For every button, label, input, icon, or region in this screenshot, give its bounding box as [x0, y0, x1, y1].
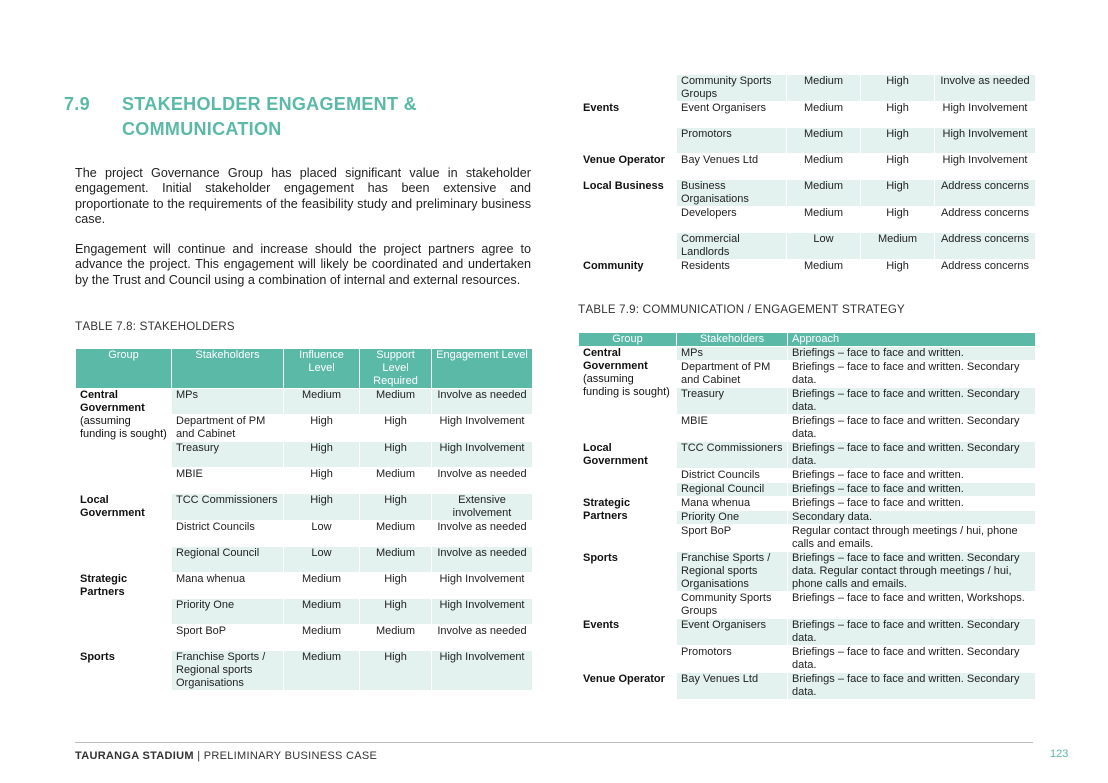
col-header-stakeholders: Stakeholders: [172, 349, 284, 389]
stakeholder-cell: Business Organisations: [677, 180, 787, 207]
support-cell: High: [861, 260, 935, 286]
table-row: [579, 673, 1036, 700]
table-row: [76, 494, 533, 521]
group-name: Central Government: [583, 347, 648, 372]
engagement-strategy-table: [578, 332, 1036, 700]
stakeholder-cell: Department of PM and Cabinet: [677, 361, 788, 388]
engagement-cell: Involve as needed: [432, 625, 533, 651]
col-header-influence: Influence Level: [284, 349, 360, 389]
group-cell: [76, 573, 172, 651]
table-row: [579, 260, 1036, 286]
approach-cell: Briefings – face to face and written.: [788, 347, 1036, 361]
table-row: [579, 102, 1036, 128]
support-cell: Medium: [360, 521, 432, 547]
engagement-cell: High Involvement: [432, 573, 533, 599]
engagement-cell: Extensive involvement: [432, 494, 533, 521]
stakeholder-cell: MBIE: [172, 468, 284, 494]
col-header-approach: Approach: [788, 333, 1036, 347]
approach-cell: Briefings – face to face and written. Secondary data. Regular contact through meetings / hui, phone calls and emails.: [788, 552, 1036, 592]
col-header-engagement: Engagement Level: [432, 349, 533, 389]
engagement-cell: Involve as needed: [432, 468, 533, 494]
stakeholder-cell: Sport BoP: [172, 625, 284, 651]
engagement-cell: High Involvement: [935, 102, 1036, 128]
support-cell: High: [360, 442, 432, 468]
group-cell: [579, 619, 677, 673]
approach-cell: Briefings – face to face and written. Secondary data.: [788, 415, 1036, 442]
influence-cell: High: [284, 468, 360, 494]
footer-divider: [75, 742, 1033, 743]
support-cell: High: [360, 415, 432, 442]
influence-cell: High: [284, 442, 360, 468]
table-row: [579, 552, 1036, 592]
group-name: Central Government: [80, 389, 145, 414]
support-cell: High: [861, 154, 935, 180]
stakeholder-cell: District Councils: [172, 521, 284, 547]
stakeholder-cell: TCC Commissioners: [677, 442, 788, 469]
influence-cell: Low: [284, 547, 360, 573]
approach-cell: Briefings – face to face and written. Secondary data.: [788, 646, 1036, 673]
stakeholder-cell: Event Organisers: [677, 619, 788, 646]
group-name: Local Government: [583, 442, 648, 467]
stakeholder-cell: MPs: [172, 389, 284, 415]
engagement-cell: Involve as needed: [432, 389, 533, 415]
engagement-cell: Address concerns: [935, 180, 1036, 207]
stakeholder-cell: Priority One: [172, 599, 284, 625]
stakeholder-cell: Event Organisers: [677, 102, 787, 128]
engagement-cell: Address concerns: [935, 260, 1036, 286]
group-name: Local Government: [80, 494, 145, 519]
stakeholder-cell: Bay Venues Ltd: [677, 154, 787, 180]
stakeholder-cell: Franchise Sports / Regional sports Organisations: [677, 552, 788, 592]
support-cell: Medium: [360, 547, 432, 573]
influence-cell: Low: [284, 521, 360, 547]
engagement-cell: High Involvement: [432, 415, 533, 442]
engagement-cell: Involve as needed: [432, 521, 533, 547]
approach-cell: Regular contact through meetings / hui, phone calls and emails.: [788, 525, 1036, 552]
group-name: Sports: [583, 552, 618, 564]
influence-cell: Medium: [787, 180, 861, 207]
approach-cell: Briefings – face to face and written. Secondary data.: [788, 442, 1036, 469]
stakeholder-cell: Regional Council: [172, 547, 284, 573]
group-cell: [76, 494, 172, 573]
group-cell: [579, 552, 677, 619]
approach-cell: Briefings – face to face and written.: [788, 469, 1036, 483]
group-cell: [579, 260, 677, 286]
table-row: [579, 180, 1036, 207]
influence-cell: Medium: [284, 651, 360, 691]
group-name: Strategic Partners: [80, 573, 128, 598]
support-cell: Medium: [360, 625, 432, 651]
influence-cell: Medium: [284, 625, 360, 651]
support-cell: Medium: [861, 233, 935, 260]
support-cell: High: [861, 75, 935, 102]
influence-cell: Low: [787, 233, 861, 260]
table-row: [579, 619, 1036, 646]
group-name: Sports: [80, 651, 115, 663]
support-cell: Medium: [360, 389, 432, 415]
stakeholder-cell: Sport BoP: [677, 525, 788, 552]
group-note: (assuming funding is sought): [583, 373, 670, 398]
approach-cell: Briefings – face to face and written, Workshops.: [788, 592, 1036, 619]
support-cell: High: [360, 573, 432, 599]
influence-cell: Medium: [787, 102, 861, 128]
stakeholders-table-continued: [578, 74, 1036, 286]
approach-cell: Briefings – face to face and written. Secondary data.: [788, 673, 1036, 700]
section-title-line1: STAKEHOLDER ENGAGEMENT &: [122, 94, 417, 114]
support-cell: High: [360, 599, 432, 625]
influence-cell: Medium: [284, 573, 360, 599]
section-title-line2: COMMUNICATION: [122, 119, 282, 139]
influence-cell: Medium: [787, 128, 861, 154]
engagement-cell: High Involvement: [432, 442, 533, 468]
influence-cell: Medium: [787, 207, 861, 233]
stakeholder-cell: Promotors: [677, 128, 787, 154]
approach-cell: Briefings – face to face and written. Secondary data.: [788, 619, 1036, 646]
stakeholder-cell: Developers: [677, 207, 787, 233]
table-7-8-caption: TABLE 7.8: STAKEHOLDERS: [75, 319, 235, 333]
table-row: [579, 154, 1036, 180]
engagement-cell: High Involvement: [432, 599, 533, 625]
table-row: [579, 75, 1036, 102]
group-name: Venue Operator: [583, 154, 665, 166]
engagement-cell: Address concerns: [935, 233, 1036, 260]
approach-cell: Briefings – face to face and written.: [788, 497, 1036, 511]
engagement-cell: Address concerns: [935, 207, 1036, 233]
influence-cell: Medium: [787, 75, 861, 102]
col-header-stakeholders: Stakeholders: [677, 333, 788, 347]
group-name: Events: [583, 102, 620, 114]
stakeholder-cell: Franchise Sports / Regional sports Organisations: [172, 651, 284, 691]
support-cell: High: [861, 102, 935, 128]
stakeholder-cell: Mana whenua: [172, 573, 284, 599]
table-row: [76, 651, 533, 691]
table-row: [579, 497, 1036, 511]
group-cell: [579, 673, 677, 700]
stakeholder-cell: Bay Venues Ltd: [677, 673, 788, 700]
group-cell: [579, 154, 677, 180]
approach-cell: Briefings – face to face and written.: [788, 483, 1036, 497]
approach-cell: Briefings – face to face and written. Secondary data.: [788, 388, 1036, 415]
table-7-9-caption: TABLE 7.9: COMMUNICATION / ENGAGEMENT STRATEGY: [578, 302, 905, 316]
approach-cell: Secondary data.: [788, 511, 1036, 525]
table-row: [76, 573, 533, 599]
footer-separator: |: [193, 750, 204, 762]
group-note: (assuming funding is sought): [80, 415, 167, 440]
intro-paragraph-1: The project Governance Group has placed significant value in stakeholder engagement. Initial stakeholder engagement has been extensive and proportionate to the requirements of the feasibility study and preliminary business case.: [75, 166, 531, 226]
engagement-cell: Involve as needed: [935, 75, 1036, 102]
table-row: [579, 442, 1036, 469]
group-cell: [579, 102, 677, 154]
stakeholder-cell: MPs: [677, 347, 788, 361]
support-cell: High: [360, 651, 432, 691]
stakeholder-cell: Residents: [677, 260, 787, 286]
stakeholder-cell: District Councils: [677, 469, 788, 483]
support-cell: High: [861, 207, 935, 233]
group-cell: [579, 75, 677, 102]
group-name: Community: [583, 260, 644, 272]
table-row: [579, 347, 1036, 361]
stakeholder-cell: Regional Council: [677, 483, 788, 497]
group-cell: [76, 651, 172, 691]
group-cell: [579, 442, 677, 497]
stakeholder-cell: MBIE: [677, 415, 788, 442]
group-name: Venue Operator: [583, 673, 665, 685]
influence-cell: High: [284, 415, 360, 442]
stakeholder-cell: Community Sports Groups: [677, 75, 787, 102]
support-cell: High: [861, 128, 935, 154]
stakeholder-cell: Treasury: [172, 442, 284, 468]
engagement-cell: Involve as needed: [432, 547, 533, 573]
support-cell: High: [861, 180, 935, 207]
footer-project: TAURANGA STADIUM: [75, 750, 194, 762]
col-header-group: Group: [579, 333, 677, 347]
footer-title: [75, 750, 377, 762]
group-cell: [579, 347, 677, 442]
group-name: Local Business: [583, 180, 664, 192]
influence-cell: Medium: [787, 154, 861, 180]
stakeholder-cell: Department of PM and Cabinet: [172, 415, 284, 442]
group-cell: [579, 497, 677, 552]
intro-paragraph-2: Engagement will continue and increase should the project partners agree to advance the project. This engagement will likely be coordinated and undertaken by the Trust and Council using a combination of internal and external resources.: [75, 242, 531, 287]
stakeholder-cell: TCC Commissioners: [172, 494, 284, 521]
engagement-cell: High Involvement: [432, 651, 533, 691]
group-cell: [579, 180, 677, 260]
col-header-support: Support Level Required: [360, 349, 432, 389]
stakeholder-cell: Commercial Landlords: [677, 233, 787, 260]
stakeholder-cell: Treasury: [677, 388, 788, 415]
stakeholder-cell: Priority One: [677, 511, 788, 525]
group-name: Events: [583, 619, 620, 631]
influence-cell: Medium: [787, 260, 861, 286]
support-cell: Medium: [360, 468, 432, 494]
stakeholder-cell: Promotors: [677, 646, 788, 673]
section-number: 7.9: [64, 94, 90, 114]
influence-cell: Medium: [284, 389, 360, 415]
engagement-cell: High Involvement: [935, 128, 1036, 154]
footer-doc: PRELIMINARY BUSINESS CASE: [203, 750, 378, 762]
group-cell: [76, 389, 172, 494]
influence-cell: High: [284, 494, 360, 521]
group-name: Strategic Partners: [583, 497, 631, 522]
table-row: [76, 389, 533, 415]
support-cell: High: [360, 494, 432, 521]
col-header-group: Group: [76, 349, 172, 389]
stakeholders-table: [75, 348, 533, 691]
approach-cell: Briefings – face to face and written. Secondary data.: [788, 361, 1036, 388]
influence-cell: Medium: [284, 599, 360, 625]
stakeholder-cell: Mana whenua: [677, 497, 788, 511]
engagement-cell: High Involvement: [935, 154, 1036, 180]
stakeholder-cell: Community Sports Groups: [677, 592, 788, 619]
page-number: 123: [1050, 748, 1069, 760]
